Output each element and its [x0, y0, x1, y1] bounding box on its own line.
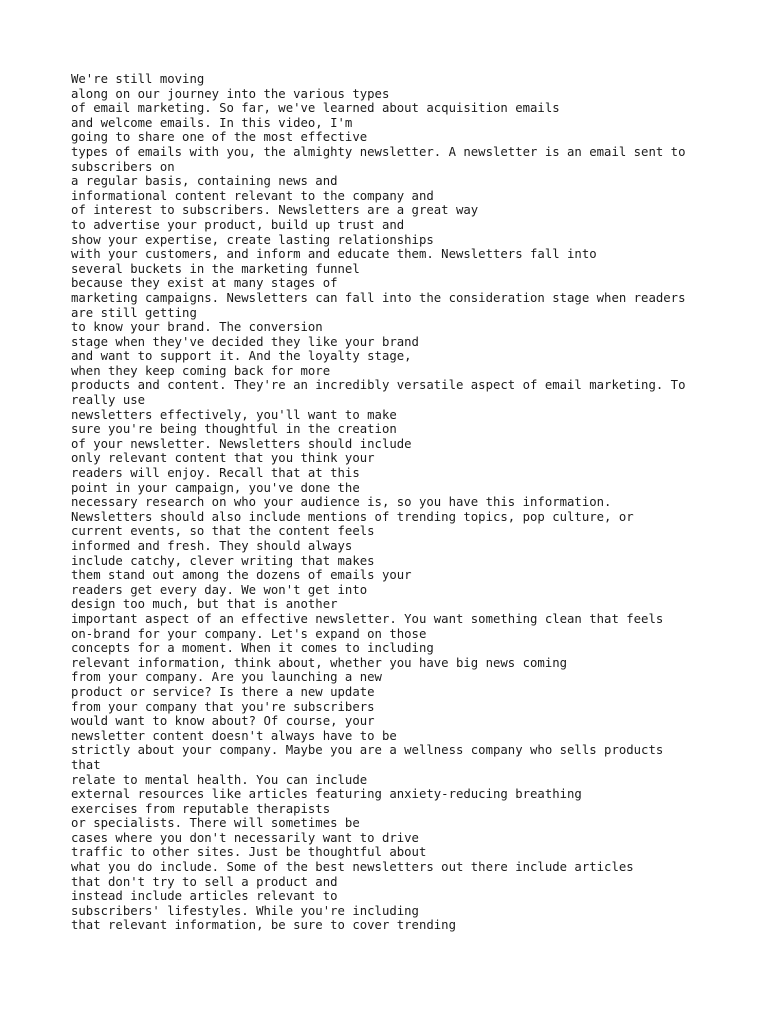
transcript-line: informational content relevant to the company and	[71, 188, 434, 203]
transcript-line: that don't try to sell a product and	[71, 874, 338, 889]
transcript-line: external resources like articles featuring anxiety-reducing breathing	[71, 787, 582, 802]
transcript-line: marketing campaigns. Newsletters can fall into the consideration stage when readers	[71, 290, 686, 305]
transcript-line: to know your brand. The conversion	[71, 320, 323, 335]
transcript-line: We're still moving	[71, 72, 205, 86]
transcript-line: with your customers, and inform and educate them. Newsletters fall into	[71, 247, 597, 262]
transcript-line: current events, so that the content feels	[71, 524, 375, 539]
transcript-line: necessary research on who your audience is, so you have this information.	[71, 495, 612, 510]
transcript-line: on-brand for your company. Let's expand on those	[71, 626, 427, 641]
transcript-line: instead include articles relevant to	[71, 889, 338, 904]
transcript-line: and welcome emails. In this video, I'm	[71, 115, 353, 130]
transcript-line: that	[71, 757, 101, 772]
transcript-line: Newsletters should also include mentions of trending topics, pop culture, or	[71, 509, 634, 524]
transcript-line: exercises from reputable therapists	[71, 801, 331, 816]
transcript-line: stage when they've decided they like your brand	[71, 334, 419, 349]
transcript-line: concepts for a moment. When it comes to including	[71, 641, 434, 656]
transcript-line: point in your campaign, you've done the	[71, 480, 360, 495]
transcript-line: subscribers' lifestyles. While you're including	[71, 903, 419, 918]
transcript-line: or specialists. There will sometimes be	[71, 816, 360, 831]
transcript-line: important aspect of an effective newsletter. You want something clean that feels	[71, 611, 664, 626]
transcript-line: from your company that you're subscribers	[71, 699, 375, 714]
transcript-line: newsletter content doesn't always have to be	[71, 728, 397, 743]
transcript-line: informed and fresh. They should always	[71, 539, 353, 553]
transcript-line: are still getting	[71, 305, 197, 320]
transcript-line: from your company. Are you launching a new	[71, 670, 382, 685]
transcript-line: really use	[71, 393, 146, 408]
transcript-line: relate to mental health. You can include	[71, 772, 368, 787]
transcript-line: products and content. They're an incredibly versatile aspect of email marketing. To	[71, 378, 686, 393]
transcript-line: because they exist at many stages of	[71, 276, 338, 291]
transcript-line: a regular basis, containing news and	[71, 174, 338, 189]
transcript-line: going to share one of the most effective	[71, 130, 368, 145]
transcript-line: traffic to other sites. Just be thoughtful about	[71, 845, 427, 860]
transcript-line: design too much, but that is another	[71, 597, 338, 612]
transcript-text	[71, 72, 741, 933]
transcript-line: types of emails with you, the almighty newsletter. A newsletter is an email sent to	[71, 144, 686, 159]
transcript-line: product or service? Is there a new update	[71, 684, 375, 699]
transcript-line: only relevant content that you think your	[71, 451, 375, 466]
transcript-line: subscribers on	[71, 159, 175, 174]
transcript-line: strictly about your company. Maybe you are a wellness company who sells products	[71, 743, 664, 758]
transcript-line: along on our journey into the various types	[71, 86, 390, 101]
transcript-line: and want to support it. And the loyalty stage,	[71, 349, 412, 364]
transcript-line: newsletters effectively, you'll want to make	[71, 407, 397, 422]
transcript-line: of your newsletter. Newsletters should include	[71, 436, 412, 451]
transcript-line: to advertise your product, build up trust and	[71, 217, 405, 232]
transcript-line: what you do include. Some of the best newsletters out there include articles	[71, 860, 634, 875]
transcript-line: several buckets in the marketing funnel	[71, 261, 360, 276]
transcript-line: sure you're being thoughtful in the creation	[71, 422, 397, 437]
transcript-line: include catchy, clever writing that makes	[71, 553, 375, 568]
transcript-line: readers get every day. We won't get into	[71, 582, 368, 597]
transcript-line: show your expertise, create lasting relationships	[71, 232, 434, 247]
transcript-line: that relevant information, be sure to cover trending	[71, 918, 456, 933]
transcript-line: readers will enjoy. Recall that at this	[71, 466, 360, 481]
transcript-line: of email marketing. So far, we've learned about acquisition emails	[71, 101, 560, 116]
transcript-line: them stand out among the dozens of emails your	[71, 568, 412, 583]
transcript-line: of interest to subscribers. Newsletters are a great way	[71, 203, 479, 218]
transcript-line: cases where you don't necessarily want to drive	[71, 830, 419, 845]
transcript-line: would want to know about? Of course, your	[71, 714, 375, 729]
transcript-line: when they keep coming back for more	[71, 363, 331, 378]
transcript-line: relevant information, think about, whether you have big news coming	[71, 655, 568, 670]
